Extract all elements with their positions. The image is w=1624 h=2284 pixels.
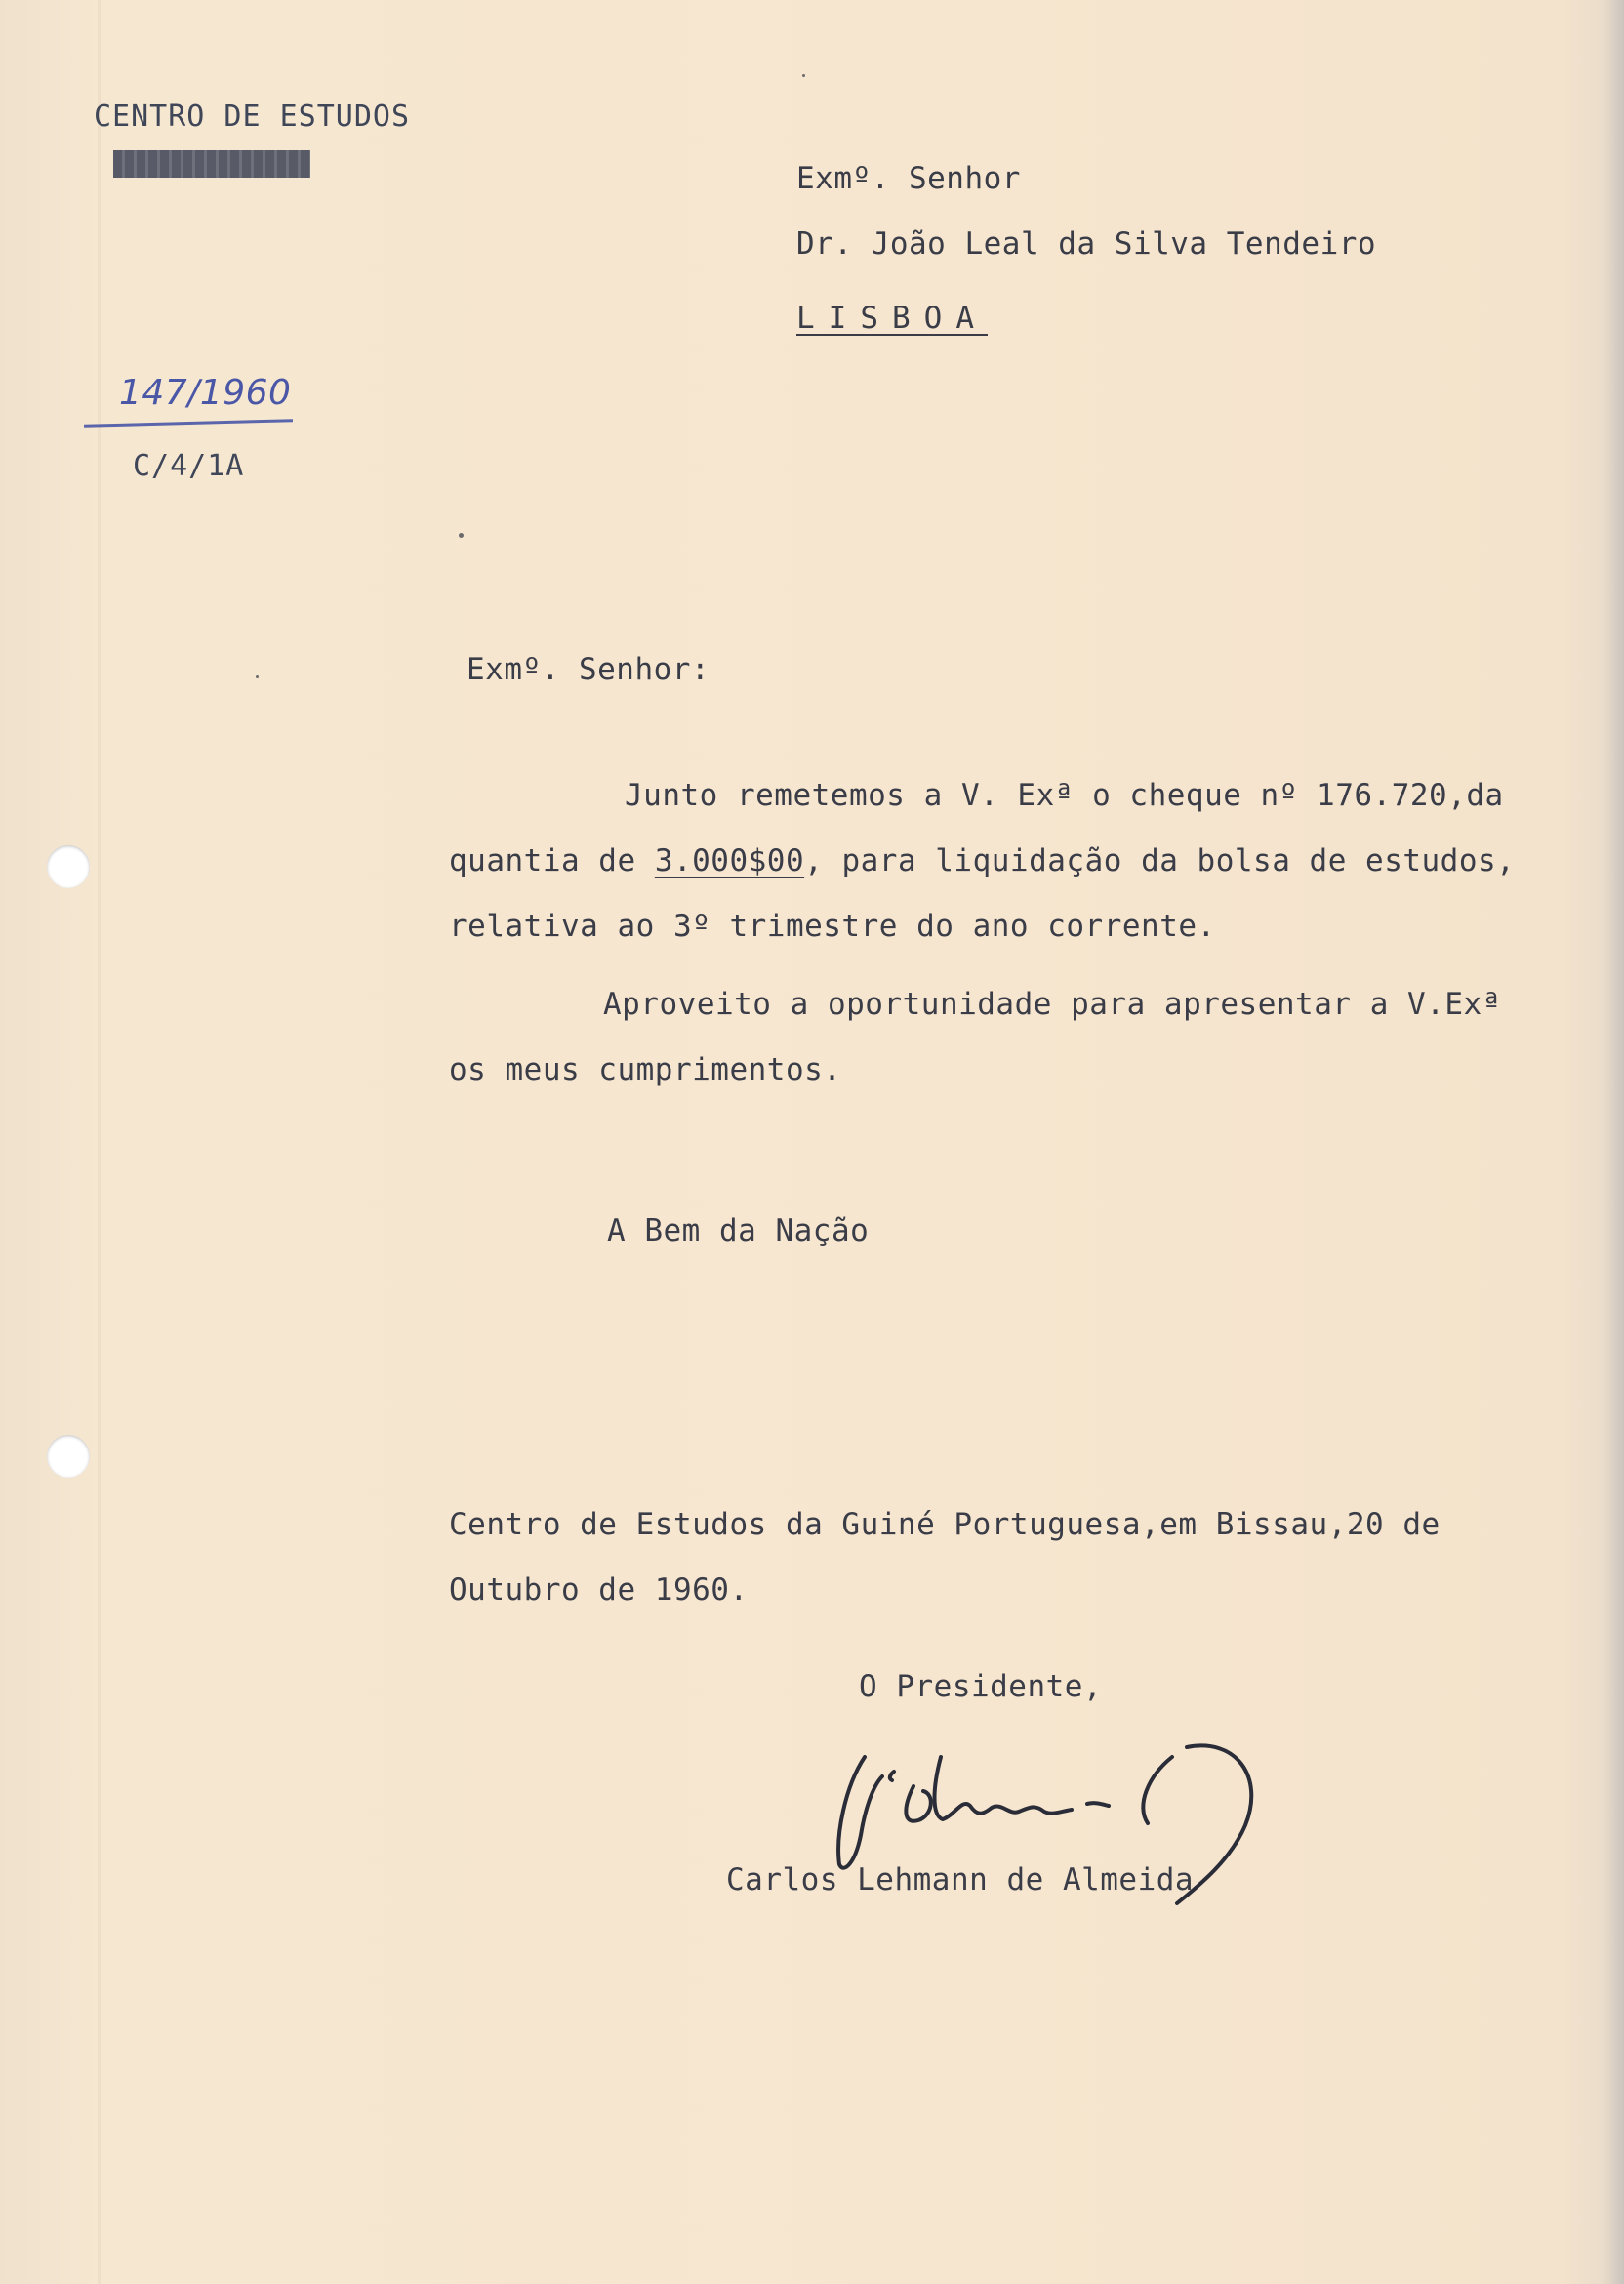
page-edge-shadow — [1603, 0, 1624, 2284]
reference-underline — [84, 419, 293, 428]
file-code: C/4/1A — [133, 449, 245, 483]
punch-hole-lower — [47, 1435, 90, 1478]
recipient-name: Dr. João Leal da Silva Tendeiro — [796, 226, 1377, 262]
punch-hole-upper — [47, 845, 90, 888]
amount-purpose: , para liquidação da bolsa de estudos, — [804, 843, 1516, 878]
signatory-name: Carlos Lehmann de Almeida — [726, 1862, 1195, 1897]
letterhead-struck-text — [113, 150, 310, 178]
body-paragraph1-line2 — [449, 843, 1515, 878]
body-paragraph1-line3: relativa ao 3º trimestre do ano corrente. — [449, 909, 1216, 944]
paper-speck — [802, 74, 805, 77]
cheque-amount: 3.000$00 — [654, 843, 805, 878]
greeting: Exmº. Senhor: — [467, 652, 710, 687]
recipient-salutation: Exmº. Senhor — [796, 161, 1021, 196]
paper-speck — [256, 675, 259, 678]
paper-fold-shading — [98, 0, 101, 2284]
place-date-line2: Outubro de 1960. — [449, 1572, 749, 1608]
handwritten-reference-number: 147/1960 — [119, 373, 292, 413]
recipient-city: LISBOA — [796, 301, 988, 336]
body-paragraph2-line1: Aproveito a oportunidade para apresentar a V.Exª — [603, 987, 1501, 1022]
closing-motto: A Bem da Nação — [607, 1213, 870, 1248]
letterhead-line1: CENTRO DE ESTUDOS — [94, 100, 411, 134]
place-date-line1: Centro de Estudos da Guiné Portuguesa,em Bissau,20 de — [449, 1507, 1441, 1542]
body-paragraph1-line1: Junto remetemos a V. Exª o cheque nº 176.720,da — [625, 778, 1504, 813]
signatory-title: O Presidente, — [859, 1669, 1103, 1704]
paper-speck — [459, 533, 464, 538]
body-paragraph2-line2: os meus cumprimentos. — [449, 1052, 842, 1087]
amount-intro: quantia de — [449, 843, 655, 878]
